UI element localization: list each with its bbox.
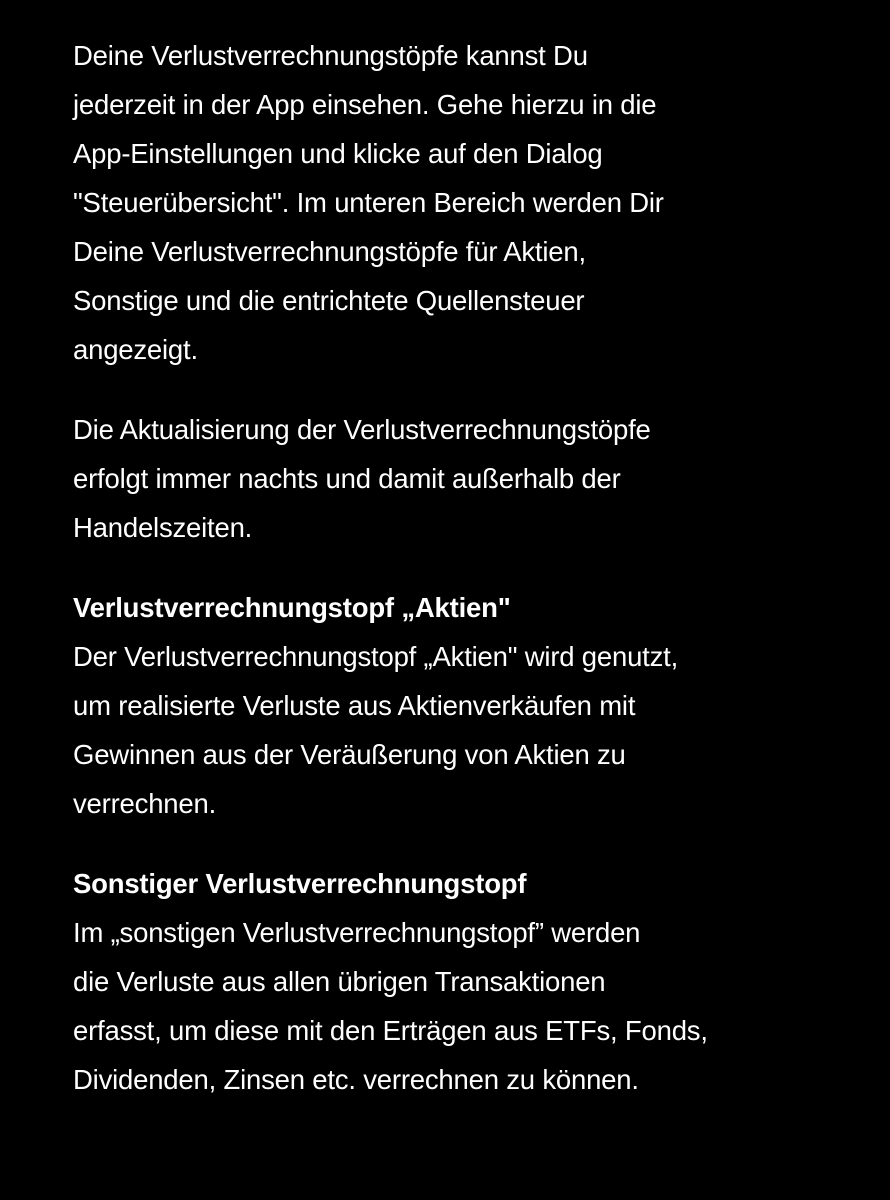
text-line: App-Einstellungen und klicke auf den Dialog [73,138,603,169]
text-line: Sonstige und die entrichtete Quellensteuer [73,285,585,316]
text-line: Deine Verlustverrechnungstöpfe für Aktien, [73,236,586,267]
section-heading: Verlustverrechnungstopf „Aktien" [73,592,511,623]
section-heading: Sonstiger Verlustverrechnungstopf [73,868,527,899]
text-line: Der Verlustverrechnungstopf „Aktien" wird genutzt, [73,641,679,672]
section-stocks-loss-pot [73,583,873,828]
text-line: erfolgt immer nachts und damit außerhalb der [73,463,621,494]
text-line: Die Aktualisierung der Verlustverrechnungstöpfe [73,414,651,445]
text-line: Im „sonstigen Verlustverrechnungstopf” werden [73,917,641,948]
paragraph-view-loss-pots [73,31,873,374]
paragraph-update-schedule [73,405,873,552]
text-line: "Steuerübersicht". Im unteren Bereich werden Dir [73,187,664,218]
text-line: Handelszeiten. [73,512,253,543]
text-line: angezeigt. [73,334,198,365]
section-other-loss-pot [73,859,873,1104]
text-line: um realisierte Verluste aus Aktienverkäufen mit [73,690,636,721]
text-line: Dividenden, Zinsen etc. verrechnen zu können. [73,1064,639,1095]
text-line: Gewinnen aus der Veräußerung von Aktien zu [73,739,626,770]
text-line: Deine Verlustverrechnungstöpfe kannst Du [73,40,588,71]
text-line: jederzeit in der App einsehen. Gehe hierzu in die [73,89,657,120]
text-line: erfasst, um diese mit den Erträgen aus ETFs, Fonds, [73,1015,708,1046]
article-body [73,31,873,1104]
text-line: verrechnen. [73,788,217,819]
text-line: die Verluste aus allen übrigen Transaktionen [73,966,606,997]
